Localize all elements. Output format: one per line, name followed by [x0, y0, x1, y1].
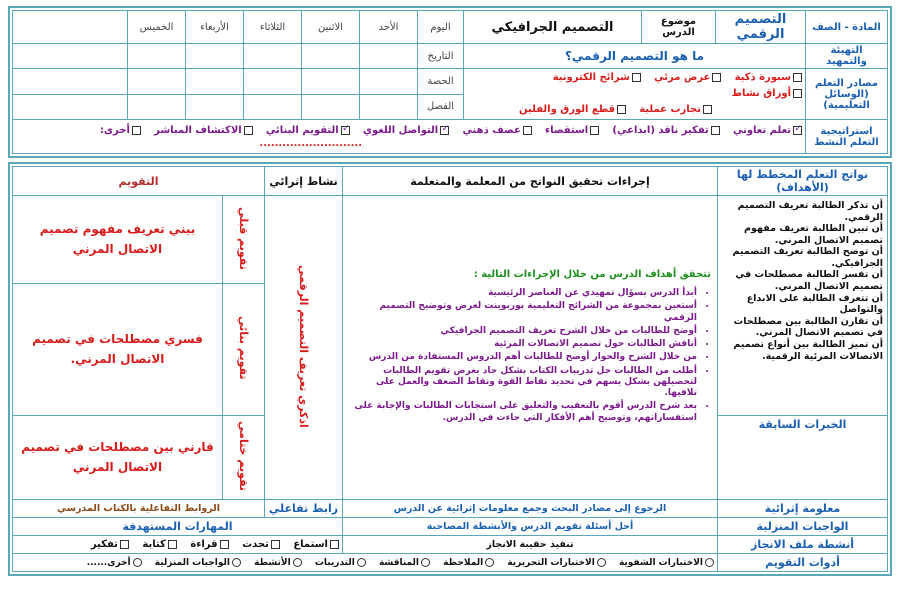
date-cell[interactable]: [302, 44, 360, 69]
subject-label: المادة - الصف: [806, 11, 888, 44]
procedure-item: • أبدأ الدرس بسؤال تمهيدي عن العناصر الرئيسية: [349, 288, 697, 299]
date-cell[interactable]: [128, 44, 186, 69]
skill-option[interactable]: تحدث: [242, 539, 280, 550]
class-cell[interactable]: [244, 94, 302, 120]
date-label: التاريخ: [418, 44, 464, 69]
interactive-link-value[interactable]: الروابط التفاعلية بالكتاب المدرسي: [13, 500, 265, 518]
header-spacer: [13, 69, 128, 95]
tool-option[interactable]: الأنشطة: [254, 558, 302, 568]
objective-item: أن تقارن الطالبة بين مصطلحات في تصميم الاتصال المرني.: [733, 315, 883, 339]
checkbox-icon[interactable]: [632, 73, 641, 82]
procedure-item: • أوضح للطالبات من خلال الشرح تعريف التصميم الجرافيكي: [349, 326, 697, 337]
period-cell[interactable]: [186, 69, 244, 95]
objective-item: أن توضح الطالبة تعريف التصميم الجرافيكي.: [732, 246, 883, 269]
enrichment-cell: [264, 196, 342, 500]
checkbox-checked-icon[interactable]: [440, 126, 449, 135]
day-wednesday: الأربعاء: [186, 11, 244, 44]
eval-text-summative: قارني بين مصطلحات في تصميم الاتصال المرني: [13, 416, 223, 500]
enrichment-info-label: معلومة إثرائية: [718, 500, 888, 518]
objective-item: أن تميز الطالبة بين أنواع تصميم الاتصالات المرئية الرقمية.: [733, 338, 883, 362]
procedures-header: إجراءات تحقيق النواتج من المعلمة والمتعلمة: [342, 167, 717, 196]
header-spacer: [13, 94, 128, 120]
eval-text-formative: فسري مصطلحات في تصميم الاتصال المرني.: [13, 284, 223, 416]
period-cell[interactable]: [302, 69, 360, 95]
header-spacer: [13, 11, 128, 44]
eval-type-cell: [222, 196, 264, 284]
class-cell[interactable]: [302, 94, 360, 120]
eval-type-cell: [222, 416, 264, 500]
skills-options: [13, 536, 343, 554]
period-cell[interactable]: [128, 69, 186, 95]
checkbox-icon[interactable]: [793, 89, 802, 98]
day-sunday: الأحد: [360, 11, 418, 44]
strategy-option[interactable]: ✓التقويم البنائي: [266, 125, 350, 136]
tool-option[interactable]: الاختبارات التحريرية: [507, 558, 605, 568]
day-monday: الاثنين: [302, 11, 360, 44]
checkbox-icon[interactable]: [132, 126, 141, 135]
procedures-list: [349, 288, 711, 424]
homework-label: الواجبات المنزلية: [718, 518, 888, 536]
strategies-options: [13, 120, 806, 154]
class-cell[interactable]: [186, 94, 244, 120]
date-cell[interactable]: [360, 44, 418, 69]
enrichment-text: اذكري تعريف التصميم الرقمي: [296, 264, 310, 428]
period-cell[interactable]: [360, 69, 418, 95]
checkbox-icon[interactable]: [711, 126, 720, 135]
skills-label: المهارات المستهدفة: [13, 518, 343, 536]
lesson-topic-value: التصميم الجرافيكي: [464, 11, 642, 44]
checkbox-icon[interactable]: [703, 105, 712, 114]
radio-icon[interactable]: [293, 558, 302, 567]
source-option[interactable]: عرض مرئي: [654, 72, 721, 83]
tool-option[interactable]: المناقشة: [379, 558, 430, 568]
strategies-dots: ...........................: [259, 138, 362, 149]
prior-knowledge-label: الخبرات السابقة: [718, 416, 888, 500]
objective-item: أن تفسر الطالبة مصطلحات في تصميم الاتصال المرني.: [735, 269, 883, 293]
strategy-option[interactable]: الاكتشاف المباشر: [154, 125, 253, 136]
strategy-option[interactable]: استقصاء: [545, 125, 599, 136]
intro-label: التهيئة والتمهيد: [806, 44, 888, 69]
skill-option[interactable]: تفكير: [91, 539, 129, 550]
skill-option[interactable]: كتابة: [142, 539, 176, 550]
objective-item: أن تذكر الطالبة تعريف التصميم الرقمي.: [737, 200, 883, 223]
eval-text-pre: بيني تعريف مفهوم تصميم الاتصال المرني: [13, 196, 223, 284]
checkbox-icon[interactable]: [523, 126, 532, 135]
checkbox-icon[interactable]: [220, 540, 229, 549]
procedure-item: • أناقش الطالبات حول تصميم الاتصالات المرئية: [349, 339, 697, 350]
checkbox-checked-icon[interactable]: [793, 126, 802, 135]
tool-option[interactable]: الاختبارات الشفوية: [619, 558, 714, 568]
checkbox-icon[interactable]: [590, 126, 599, 135]
skill-option[interactable]: قراءة: [190, 539, 228, 550]
sources-options: [464, 69, 806, 120]
header-spacer: [13, 44, 128, 69]
class-cell[interactable]: [360, 94, 418, 120]
checkbox-icon[interactable]: [330, 540, 339, 549]
class-cell[interactable]: [128, 94, 186, 120]
day-tuesday: الثلاثاء: [244, 11, 302, 44]
eval-type-cell: [222, 284, 264, 416]
intro-value: ما هو التصميم الرقمي؟: [464, 44, 806, 69]
strategy-option[interactable]: عصف ذهني: [462, 125, 531, 136]
objective-item: أن تبين الطالبة تعريف مفهوم تصميم الاتصال المرني.: [744, 223, 883, 246]
checkbox-checked-icon[interactable]: [341, 126, 350, 135]
period-cell[interactable]: [244, 69, 302, 95]
procedures-cell: [342, 196, 717, 500]
strategy-option[interactable]: ✓تعلم تعاوني: [733, 125, 802, 136]
radio-icon[interactable]: [421, 558, 430, 567]
objective-item: أن تتعرف الطالبة على الابداع والتواصل: [746, 292, 883, 316]
enrichment-header: نشاط إثرائي: [264, 167, 342, 196]
main-table: [12, 166, 888, 572]
period-label: الحصة: [418, 69, 464, 95]
enrichment-info-value: الرجوع إلى مصادر البحث وجمع معلومات إثرائية عن الدرس: [342, 500, 717, 518]
header-frame: [8, 6, 892, 158]
objectives-header: نواتج التعلم المخطط لها (الأهداف): [718, 167, 888, 196]
radio-icon[interactable]: [357, 558, 366, 567]
objectives-cell: [718, 196, 888, 416]
procedure-item: • من خلال الشرح والحوار أوضح للطالبات أهم الدروس المستفادة من الدرس: [349, 352, 697, 363]
tool-option[interactable]: الواجبات المنزلية: [155, 558, 241, 568]
interactive-link-label: رابط تفاعلي: [264, 500, 342, 518]
source-option[interactable]: أوراق نشاط: [732, 88, 802, 99]
radio-icon[interactable]: [232, 558, 241, 567]
procedure-item: • بعد شرح الدرس أقوم بالتعقيب والتعليق على استجابات الطالبات والإجابة على استفساراتهم، وتوضيح أهم الأفكار التي جاءت في الدرس.: [349, 401, 697, 424]
tool-option[interactable]: التدريبات: [315, 558, 366, 568]
date-cell[interactable]: [244, 44, 302, 69]
checkbox-icon[interactable]: [244, 126, 253, 135]
procedure-item: • أستعين بمجموعة من الشرائح التعليمية بوربوينت لعرض وتوضيح التصميم الرقمي: [349, 301, 697, 324]
portfolio-value: تنفيذ حقيبة الانجاز: [342, 536, 717, 554]
eval-type-summative: تقويم ختامي: [236, 420, 250, 492]
checkbox-icon[interactable]: [120, 540, 129, 549]
radio-icon[interactable]: [597, 558, 606, 567]
tool-option[interactable]: الملاحظة: [443, 558, 494, 568]
portfolio-label: أنشطة ملف الانجاز: [718, 536, 888, 554]
tools-options: [13, 554, 718, 572]
source-option[interactable]: شرائح الكترونية: [553, 72, 641, 83]
radio-icon[interactable]: [485, 558, 494, 567]
sources-label: مصادر التعلم (الوسائل التعليمية): [806, 69, 888, 120]
lesson-topic-label: موضوع الدرس: [642, 11, 716, 44]
strategy-option[interactable]: أخرى:: [100, 125, 141, 136]
tools-label: أدوات التقويم: [718, 554, 888, 572]
source-option[interactable]: تجارب عملية: [639, 104, 712, 115]
checkbox-icon[interactable]: [793, 73, 802, 82]
procedure-item: • أطلب من الطالبات حل تدريبات الكتاب بشكل جاد بغرض تقويم الطالبات لتحصيلهن بشكل يسهم في تحديد نقاط القوة ونقاط الضعف والعمل على تلافيها.: [349, 366, 697, 400]
checkbox-icon[interactable]: [271, 540, 280, 549]
day-thursday: الخميس: [128, 11, 186, 44]
strategy-option[interactable]: ✓التواصل اللغوي: [363, 125, 449, 136]
checkbox-icon[interactable]: [168, 540, 177, 549]
homework-value: أحل أسئلة تقويم الدرس والأنشطة المصاحبة: [342, 518, 717, 536]
source-option[interactable]: قطع الورق والفلين: [519, 104, 626, 115]
radio-icon[interactable]: [133, 558, 142, 567]
source-option[interactable]: سبورة ذكية: [735, 72, 802, 83]
day-label: اليوم: [418, 11, 464, 44]
eval-type-formative: تقويم بنائي: [236, 316, 250, 380]
subject-value: التصميم الرقمي: [716, 11, 806, 44]
checkbox-icon[interactable]: [712, 73, 721, 82]
procedures-intro: تتحقق أهداف الدرس من خلال الإجراءات التالية :: [473, 269, 711, 281]
tool-option[interactable]: أخرى......: [87, 558, 142, 568]
date-cell[interactable]: [186, 44, 244, 69]
eval-type-pre: تقويم قبلي: [236, 206, 250, 270]
class-label: الفصل: [418, 94, 464, 120]
evaluation-header: التقويم: [13, 167, 265, 196]
header-table: [12, 10, 888, 154]
strategy-option[interactable]: تفكير ناقد (ابداعي): [612, 125, 719, 136]
main-frame: [8, 162, 892, 576]
skill-option[interactable]: استماع: [293, 539, 339, 550]
radio-icon[interactable]: [705, 558, 714, 567]
strategies-label: استراتيجية التعلم النشط: [806, 120, 888, 154]
checkbox-icon[interactable]: [617, 105, 626, 114]
